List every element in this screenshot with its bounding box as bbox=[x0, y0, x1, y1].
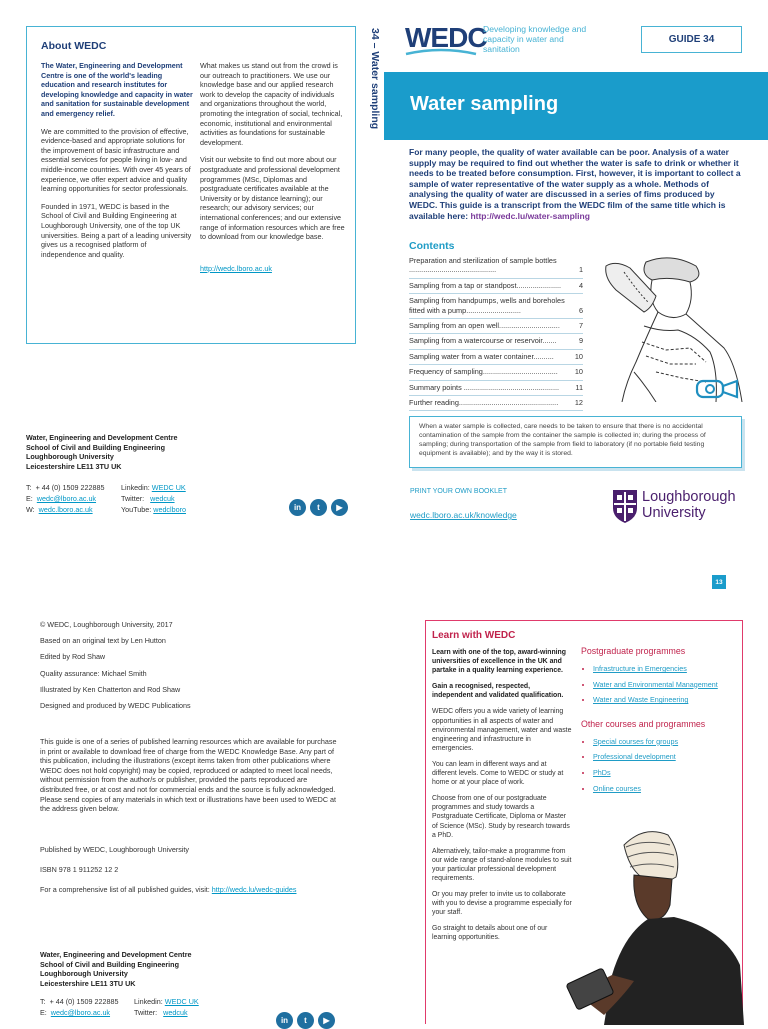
contents-item[interactable]: Sampling from handpumps, wells and boreholes fitted with a pump........................... 6 bbox=[409, 294, 583, 319]
learn-title: Learn with WEDC bbox=[432, 630, 516, 641]
film-link[interactable]: http://wedc.lu/water-sampling bbox=[470, 210, 590, 221]
website-link[interactable]: wedc.lboro.ac.uk bbox=[38, 505, 93, 515]
address-block: Water, Engineering and Development Centre School of Civil and Building Engineering Loughborough University Leicestershire LE11 3TU UK bbox=[40, 950, 192, 988]
learn-programmes bbox=[581, 646, 731, 807]
print-booklet-label[interactable]: PRINT YOUR OWN BOOKLET bbox=[410, 488, 507, 495]
about-paragraph: We are committed to the provision of effective, evidence-based and appropriate solutions for the improvement of basic infrastructure and essential services for people living in low- and middle-income countries. With over 45 years of experience, we offer expert advice and quality learning opportunities for sector professionals. bbox=[41, 126, 191, 194]
twitter-icon[interactable]: t bbox=[310, 499, 327, 516]
contents-list bbox=[409, 254, 583, 411]
other-courses-heading: Other courses and programmes bbox=[581, 718, 706, 729]
postgraduate-heading: Postgraduate programmes bbox=[581, 646, 686, 656]
sampling-note-box: When a water sample is collected, care needs to be taken to ensure that there is no accidental contamination of the sample from the container the sample is collected in; during the process of sampling; during transportation of the sample from field to laboratory (if no portable field testing equipment is available); and by the way it is stored. bbox=[409, 416, 742, 468]
linkedin-link[interactable]: WEDC UK bbox=[151, 483, 186, 492]
contact-right: Linkedin: WEDC UK Twitter: wedcuk bbox=[134, 997, 199, 1018]
license-text: This guide is one of a series of published learning resources which are available for purchase in print or available to download free of charge from the WEDC Knowledge Base. Any part of this publication, including the illustrations (except items taken from other publications where WEDC does not hold copyright) may be copied, reproduced or adapted to meet local needs, without permission from the author/s or publisher, provided the parts reproduced are distributed free, or at cost and not for commercial ends and the source is fully acknowledged. Please send copies of any materials in which text or illustrations have been used to WEDC at the address given below. bbox=[40, 737, 337, 814]
linkedin-icon[interactable]: in bbox=[276, 1012, 293, 1029]
title-banner bbox=[384, 72, 768, 140]
contact-left: T: + 44 (0) 1509 222885 E: wedc@lboro.ac.uk W: wedc.lboro.ac.uk bbox=[26, 483, 105, 515]
loughborough-crest-icon bbox=[611, 488, 639, 524]
programme-link[interactable]: • Water and Environmental Management bbox=[593, 680, 731, 690]
social-icons bbox=[289, 499, 348, 516]
address-block: Water, Engineering and Development Centre School of Civil and Building Engineering Loughborough University Leicestershire LE11 3TU UK bbox=[26, 433, 178, 471]
youtube-icon[interactable]: ▶ bbox=[318, 1012, 335, 1029]
contact-left: T: + 44 (0) 1509 222885 E: wedc@lboro.ac.uk bbox=[40, 997, 119, 1018]
course-link[interactable]: • PhDs bbox=[593, 768, 731, 778]
credits-block: © WEDC, Loughborough University, 2017 Based on an original text by Len Hutton Edited by Rod Shaw Quality assurance: Michael Smith Illustrated by Ken Chatterton and Rod Shaw Designed and produced by WEDC Publications bbox=[40, 620, 191, 710]
contents-item[interactable]: Sampling from an open well.............................. 7 bbox=[409, 319, 583, 334]
about-paragraph: What makes us stand out from the crowd is our outreach to practitioners. We use our knowledge base and our applied research work to develop the capacity of individuals and organizations throughout the world, promoting the integration of social, technical, economic, institutional and environmental activities as foundations for sustainable development. bbox=[200, 61, 343, 147]
guide-number-badge: GUIDE 34 bbox=[641, 26, 742, 53]
contents-title: Contents bbox=[409, 240, 455, 252]
about-box bbox=[26, 26, 356, 344]
about-column-left bbox=[41, 61, 193, 267]
intro-text: For many people, the quality of water available can be poor. Analysis of a water supply may be required to find out whether the water is safe to drink or whether it needs to be treated before consumption. First, however, it is important to collect a sample of water representative of the water supply as a whole. Methods of analysing the quality of water are discussed in a series of fims produced by WEDC. This guide is a transcript from the WEDC film of the same title which is available here: http://wedc.lu/water-sampling bbox=[409, 147, 741, 221]
contents-item[interactable]: Sampling water from a water container.......... 10 bbox=[409, 350, 583, 365]
course-link[interactable]: • Special courses for groups bbox=[593, 737, 731, 747]
guides-link[interactable]: http://wedc.lu/wedc-guides bbox=[211, 885, 297, 894]
linkedin-icon[interactable]: in bbox=[289, 499, 306, 516]
video-icon[interactable] bbox=[695, 379, 741, 399]
course-link[interactable]: • Online courses bbox=[593, 784, 731, 794]
youtube-link[interactable]: wedclboro bbox=[153, 505, 187, 515]
learn-body: Learn with one of the top, award-winning universities of excellence in the UK and partake in a quality learning experience. Gain a recognised, respected, independent and validated qualification. WEDC offers you a wide variety of learning opportunities in all aspects of water and environmental management, water and waste engineering and infrastructure in emergencies. You can learn in different ways and at different levels. Come to WEDC or study at home or at your place of work. Choose from one of our postgraduate programmes and study towards a Postgraduate Certificate, Diploma or Master of Science (MSc). Study by research towards a PhD. Alternatively, tailor-make a programme from our wide range of stand-alone modules to suit your particular professional development requirements. Or you may prefer to invite us to collaborate with you to devise a programme especially for your staff. Go straight to details about one of our learning opportunities. bbox=[432, 649, 572, 942]
twitter-icon[interactable]: t bbox=[297, 1012, 314, 1029]
twitter-link[interactable]: wedcuk bbox=[163, 1008, 188, 1018]
spine-title: 34 – Water sampling bbox=[369, 28, 381, 130]
learn-with-wedc-box bbox=[425, 620, 743, 1024]
contents-item[interactable]: Preparation and sterilization of sample bottles ........................................... 1 bbox=[409, 254, 583, 279]
loughborough-wordmark: Loughborough University bbox=[642, 489, 736, 521]
publication-info: Published by WEDC, Loughborough University ISBN 978 1 911252 12 2 For a comprehensive list of all published guides, visit: http://wedc.lu/wedc-guides bbox=[40, 845, 297, 894]
linkedin-link[interactable]: WEDC UK bbox=[164, 997, 199, 1006]
course-link[interactable]: • Professional development bbox=[593, 752, 731, 762]
wedc-logo-swoosh bbox=[404, 48, 478, 56]
contents-item[interactable]: Frequency of sampling..................................... 10 bbox=[409, 365, 583, 380]
email-link[interactable]: wedc@lboro.ac.uk bbox=[50, 1008, 111, 1018]
contents-item[interactable]: Sampling from a tap or standpost...................... 4 bbox=[409, 279, 583, 294]
wedc-logo: WEDC bbox=[405, 22, 487, 53]
social-icons bbox=[276, 1012, 335, 1029]
programme-link[interactable]: • Water and Waste Engineering bbox=[593, 695, 731, 705]
twitter-link[interactable]: wedcuk bbox=[150, 494, 175, 504]
page-title: Water sampling bbox=[410, 93, 559, 115]
contents-item[interactable]: Further reading................................................. 12 bbox=[409, 396, 583, 411]
youtube-icon[interactable]: ▶ bbox=[331, 499, 348, 516]
programme-link[interactable]: • Infrastructure in Emergencies bbox=[593, 664, 731, 674]
about-paragraph: Founded in 1971, WEDC is based in the School of Civil and Building Engineering at Loughborough University, one of the top UK universities. Being a part of a leading university gives us a recognised platform of independence and quality. bbox=[41, 201, 192, 259]
wedc-tagline: Developing knowledge and capacity in water and sanitation bbox=[483, 24, 587, 54]
contents-item[interactable]: Summary points ............................................... 11 bbox=[409, 381, 583, 396]
contents-item[interactable]: Sampling from a watercourse or reservoir....... 9 bbox=[409, 334, 583, 349]
page-number: 13 bbox=[712, 575, 726, 589]
about-column-right bbox=[200, 61, 348, 281]
email-link[interactable]: wedc@lboro.ac.uk bbox=[36, 494, 97, 504]
about-website-link[interactable]: http://wedc.lboro.ac.uk bbox=[200, 263, 272, 273]
knowledge-link[interactable]: wedc.lboro.ac.uk/knowledge bbox=[410, 510, 517, 520]
about-paragraph: Visit our website to find out more about our postgraduate and professional development programmes (MSc, Diplomas and postgraduate certificates available at the University or by distance learning); our research; our advisory services; our international conferences; and our extensive range of information resources which are free to download from our knowledge base. bbox=[200, 155, 345, 242]
contact-right: Linkedin: WEDC UK Twitter: wedcuk YouTube: wedclboro bbox=[121, 483, 187, 515]
woman-with-tablet-illustration bbox=[564, 825, 744, 1025]
about-lead: The Water, Engineering and Development Centre is one of the world's leading education and research institutes for developing knowledge and capacity in water and sanitation for sustainable development and emergency relief. bbox=[41, 61, 193, 118]
about-title: About WEDC bbox=[41, 40, 107, 52]
